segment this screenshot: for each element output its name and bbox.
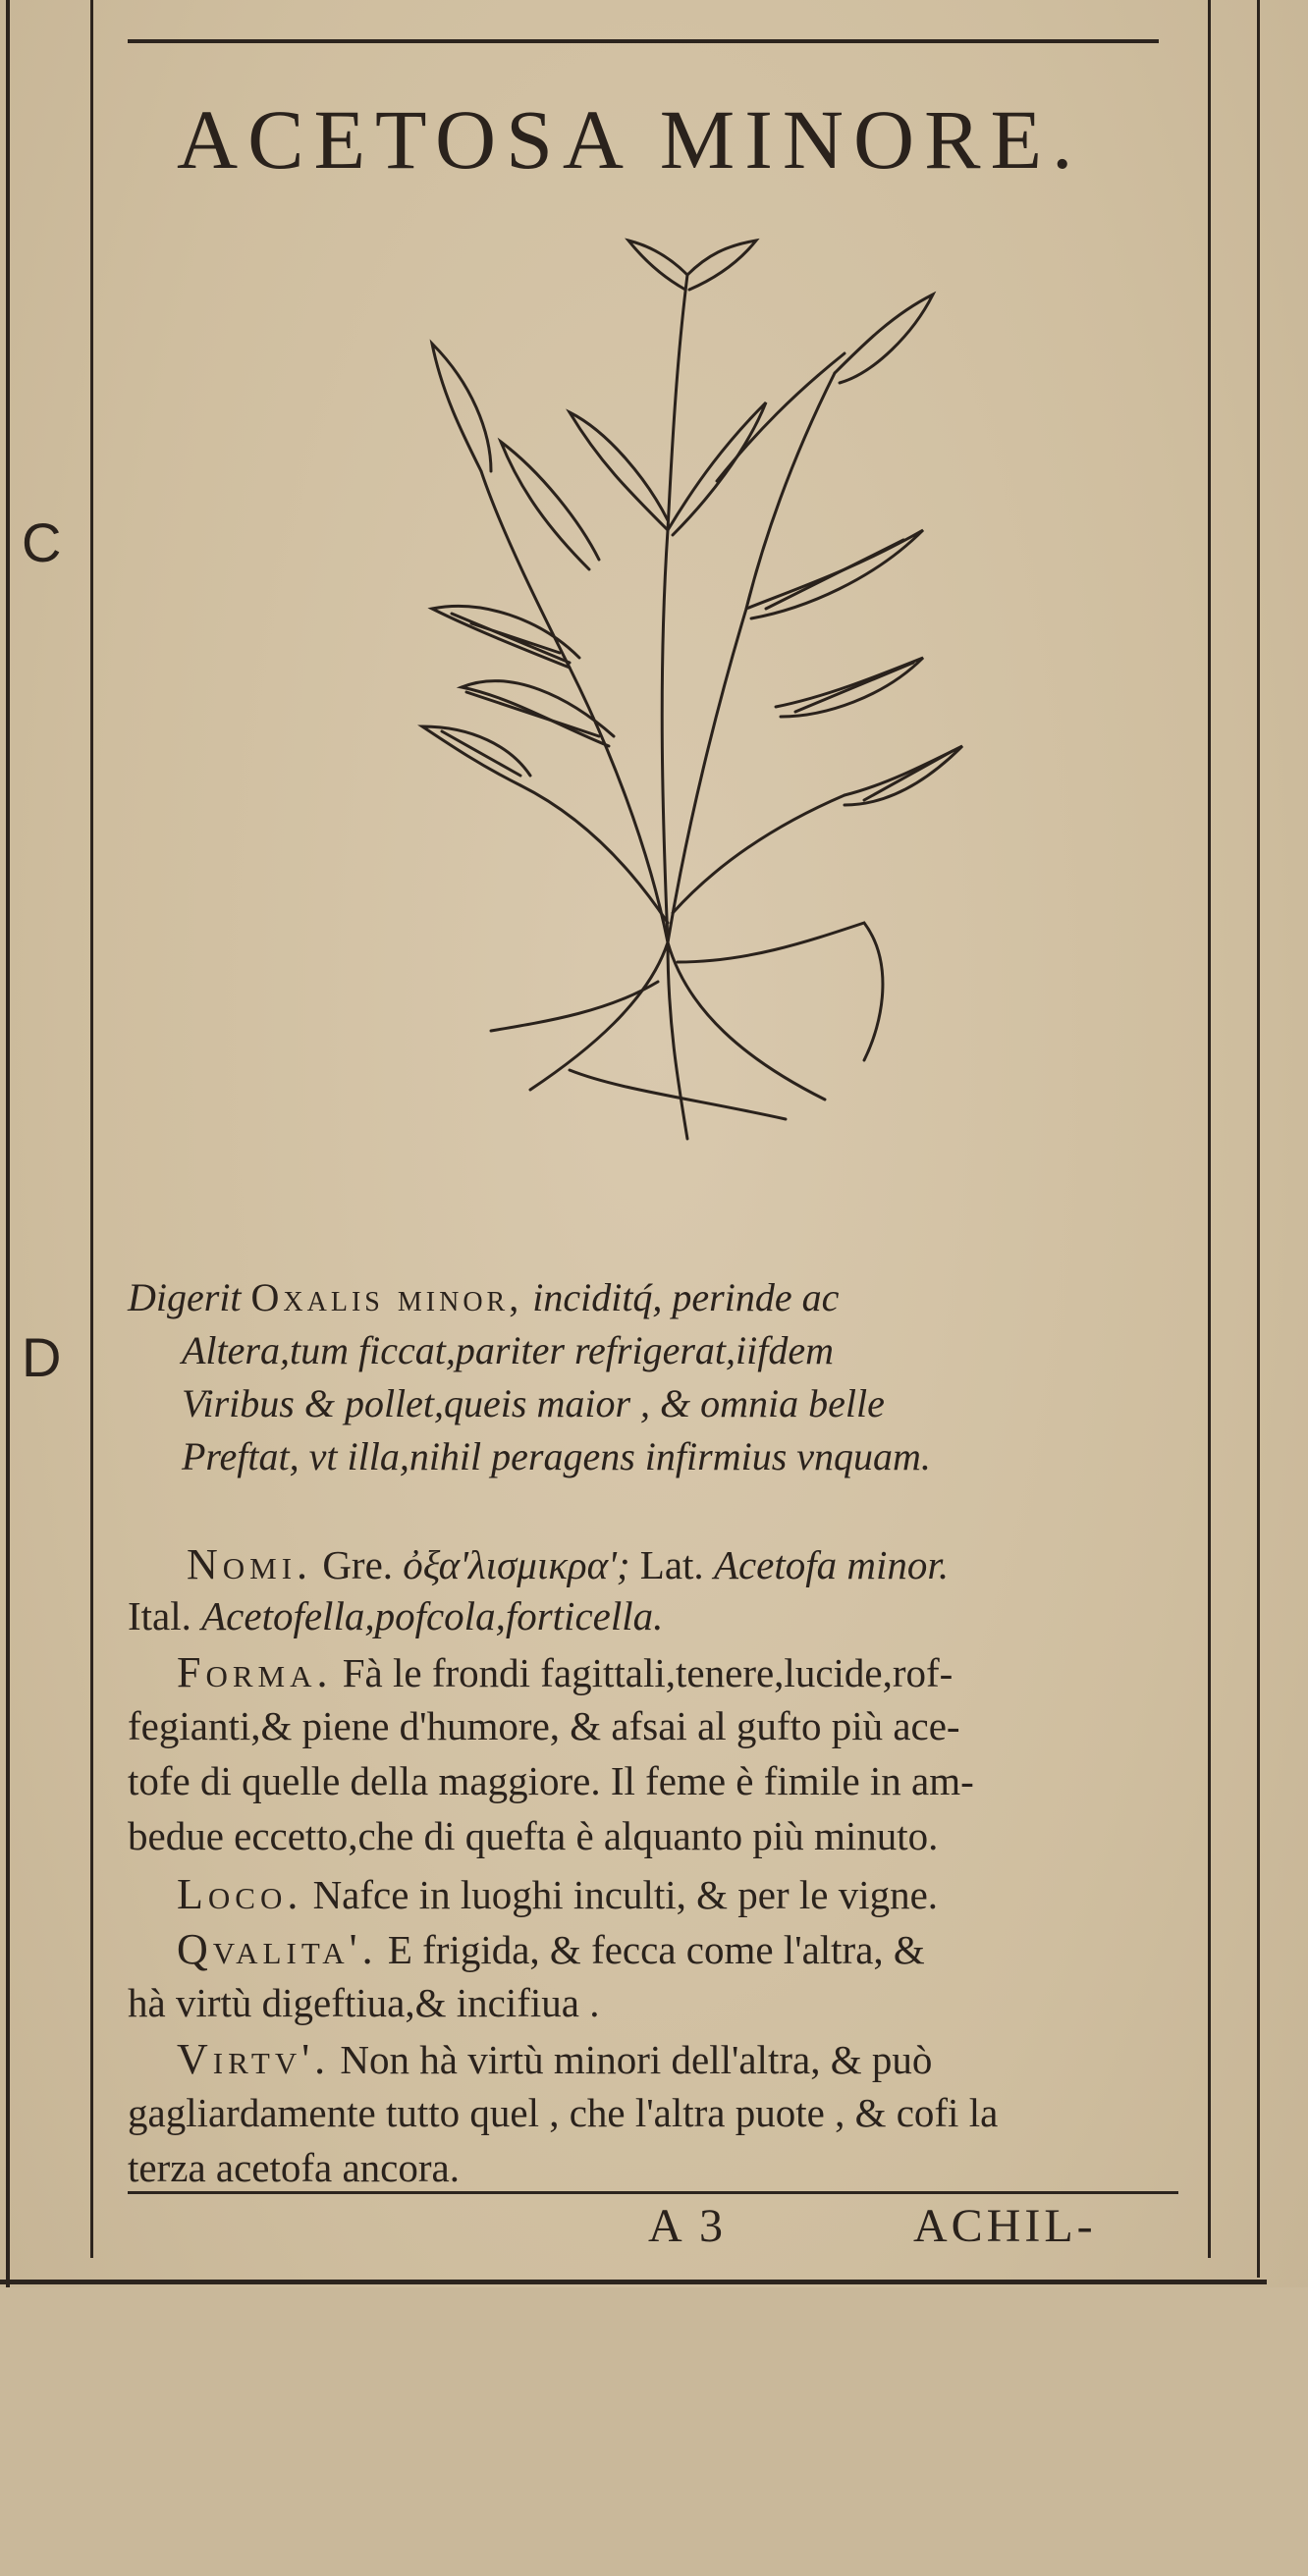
verse-line-1-lead: Digerit <box>128 1275 242 1319</box>
verse-line-1 <box>128 1274 1208 1320</box>
nomi-ital-label: Ital. <box>128 1593 191 1638</box>
nomi-ital-text: Acetofella,pofcola,forticella. <box>201 1593 664 1638</box>
nomi-gre-label: Gre. <box>322 1542 394 1587</box>
virtu-line-1 <box>177 2034 1237 2084</box>
nomi-line <box>187 1539 1247 1589</box>
loco-line <box>177 1869 1237 1919</box>
top-rule <box>128 39 1159 43</box>
forma-line-4: bedue eccetto,che di quefta è alquanto più minuto. <box>128 1813 939 1858</box>
verse-line-3: Viribus & pollet,queis maior , & omnia belle <box>182 1381 885 1425</box>
verse-line-1-name: Oxalis minor, <box>250 1275 523 1319</box>
verse-line-1-tail: inciditq́, perinde ac <box>532 1275 840 1319</box>
nomi-ital-line <box>128 1592 1188 1639</box>
page-title: ACETOSA MINORE. <box>177 92 1083 187</box>
nomi-heading: Nomi. <box>187 1540 313 1588</box>
loco-heading: Loco. <box>177 1870 303 1918</box>
verse-line-2: Altera,tum ficcat,pariter refrigerat,iifdem <box>182 1328 834 1372</box>
forma-heading: Forma. <box>177 1648 333 1696</box>
qualita-line-2: hà virtù digeftiua,& incifiua . <box>128 1980 600 2025</box>
catchword: ACHIL- <box>913 2200 1097 2252</box>
loco-text: Nafce in luoghi inculti, & per le vigne. <box>312 1872 939 1917</box>
bottom-rule <box>128 2191 1178 2194</box>
qualita-text-1: E frigida, & fecca come l'altra, & <box>387 1927 925 1972</box>
qualita-line-1 <box>177 1924 1237 1974</box>
virtu-line-2: gagliardamente tutto quel , che l'altra puote , & cofi la <box>128 2090 999 2135</box>
right-inner-rule <box>1208 0 1211 2258</box>
verse-line-4: Preftat, vt illa,nihil peragens infirmius vnquam. <box>182 1434 931 1478</box>
qualita-heading: Qvalita'. <box>177 1925 378 1973</box>
left-inner-rule <box>90 0 93 2258</box>
forma-line-3: tofe di quelle della maggiore. Il feme è fimile in am- <box>128 1758 974 1803</box>
left-frame-line <box>6 0 10 2287</box>
forma-line-1 <box>177 1647 1237 1697</box>
nomi-lat-label: Lat. <box>639 1542 704 1587</box>
virtu-line-3: terza acetofa ancora. <box>128 2145 460 2190</box>
acetosa-plant-woodcut-icon <box>373 236 982 1158</box>
forma-text-1: Fà le frondi fagittali,tenere,lucide,rof- <box>342 1650 954 1695</box>
signature-mark: A 3 <box>648 2200 728 2252</box>
margin-letter-d: D <box>22 1326 62 1388</box>
forma-line-2: fegianti,& piene d'humore, & afsai al gufto più ace- <box>128 1703 960 1748</box>
nomi-lat-text: Acetofa minor. <box>713 1542 950 1587</box>
margin-letter-c: C <box>22 511 62 573</box>
page-bottom-edge <box>0 2280 1267 2284</box>
right-frame-line <box>1257 0 1260 2278</box>
nomi-gre-text: ὀξα'λισμικρα'; <box>403 1542 630 1587</box>
virtu-text-1: Non hà virtù minori dell'altra, & può <box>340 2037 933 2082</box>
virtu-heading: Virtv'. <box>177 2035 331 2083</box>
lower-margin <box>0 2287 1308 2576</box>
